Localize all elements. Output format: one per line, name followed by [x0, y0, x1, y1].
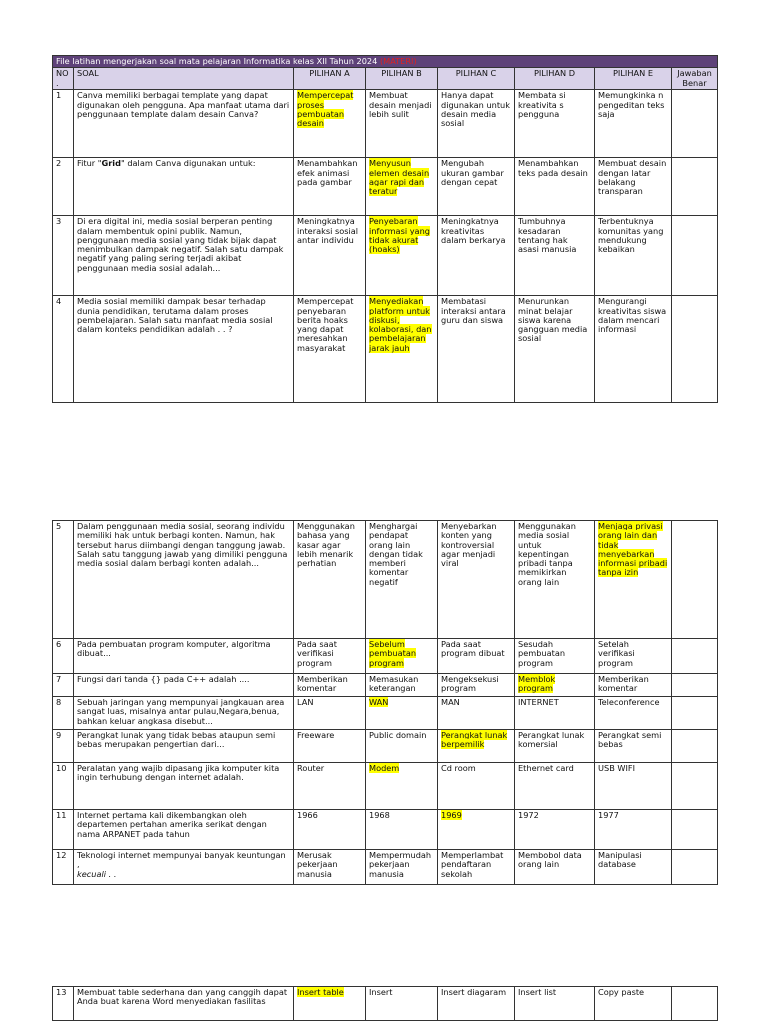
row-soal: Di era digital ini, media sosial berperan penting dalam membentuk opini publik. Namun, penggunaan media sosial yang tidak bijak dapat menimbulkan dampak negatif. Salah satu dampak negatif yang paling sering terjadi akibat penggunaan media sosial adalah...	[74, 216, 294, 296]
row-no: 2	[53, 158, 74, 216]
option-e: Membuat desain dengan latar belakang transparan	[595, 158, 672, 216]
row-no: 3	[53, 216, 74, 296]
title-text: File latihan mengerjakan soal mata pelajaran Informatika kelas XII	[56, 56, 328, 66]
row-soal: Perangkat lunak yang tidak bebas ataupun semi bebas merupakan pengertian dari...	[74, 730, 294, 763]
table-row	[53, 730, 718, 763]
option-b: Menyusun elemen desain agar rapi dan teratur	[366, 158, 438, 216]
col-no: NO .	[53, 68, 74, 90]
option-e: Memberikan komentar	[595, 674, 672, 697]
option-d: Perangkat lunak komersial	[515, 730, 595, 763]
row-no: 13	[53, 987, 74, 1021]
answer-cell[interactable]	[672, 850, 718, 885]
option-b: Insert	[366, 987, 438, 1021]
row-soal: Dalam penggunaan media sosial, seorang individu memiliki hak untuk berbagi konten. Namun, hak tersebut harus diimbangi dengan tanggung jawab. Salah satu tanggung jawab yang dimiliki pengguna media sosial dalam berbagi konten adalah...	[74, 521, 294, 639]
question-table-page-3	[52, 986, 718, 1021]
option-a: Router	[294, 763, 366, 810]
option-d: 1972	[515, 810, 595, 850]
col-e: PILIHAN E	[595, 68, 672, 90]
answer-cell[interactable]	[672, 810, 718, 850]
option-b: Public domain	[366, 730, 438, 763]
row-soal: Pada pembuatan program komputer, algoritma dibuat...	[74, 639, 294, 674]
table-row	[53, 763, 718, 810]
option-e: Memungkinka n pengeditan teks saja	[595, 90, 672, 158]
option-d: Sesudah pembuatan program	[515, 639, 595, 674]
option-c: Meningkatnya kreativitas dalam berkarya	[438, 216, 515, 296]
row-soal: Membuat table sederhana dan yang canggih dapat Anda buat karena Word menyediakan fasilitas	[74, 987, 294, 1021]
option-b: Membuat desain menjadi lebih sulit	[366, 90, 438, 158]
title-tag: (MATERI)	[379, 56, 417, 66]
table-row	[53, 296, 718, 403]
option-e: Mengurangi kreativitas siswa dalam mencari informasi	[595, 296, 672, 403]
option-c: Insert diagaram	[438, 987, 515, 1021]
option-b: Menyediakan platform untuk diskusi, kolaborasi, dan pembelajaran jarak jauh	[366, 296, 438, 403]
option-b: Mempermudah pekerjaan manusia	[366, 850, 438, 885]
option-a: Mempercepat penyebaran berita hoaks yang dapat meresahkan masyarakat	[294, 296, 366, 403]
answer-cell[interactable]	[672, 296, 718, 403]
option-c: MAN	[438, 697, 515, 730]
option-b: WAN	[366, 697, 438, 730]
option-c: Cd room	[438, 763, 515, 810]
question-table-page-1	[52, 55, 718, 403]
option-d: Menggunakan media sosial untuk kepentingan pribadi tanpa memikirkan orang lain	[515, 521, 595, 639]
table-row	[53, 216, 718, 296]
option-a: Meningkatnya interaksi sosial antar individu	[294, 216, 366, 296]
row-no: 7	[53, 674, 74, 697]
option-a: 1966	[294, 810, 366, 850]
option-a: Mempercepat proses pembuatan desain	[294, 90, 366, 158]
option-d: Tumbuhnya kesadaran tentang hak asasi manusia	[515, 216, 595, 296]
row-no: 5	[53, 521, 74, 639]
col-d: PILIHAN D	[515, 68, 595, 90]
answer-cell[interactable]	[672, 674, 718, 697]
row-soal: Teknologi internet mempunyai banyak keuntungan , kecuali . .	[74, 850, 294, 885]
option-e: Copy paste	[595, 987, 672, 1021]
answer-cell[interactable]	[672, 763, 718, 810]
option-c: Perangkat lunak berpemilik	[438, 730, 515, 763]
row-soal: Canva memiliki berbagai template yang dapat digunakan oleh pengguna. Apa manfaat utama dari penggunaan template dalam desain Canva?	[74, 90, 294, 158]
table-row	[53, 697, 718, 730]
soal-bold-term: Grid	[101, 158, 121, 169]
option-c: Membatasi interaksi antara guru dan siswa	[438, 296, 515, 403]
option-d: Memblok program	[515, 674, 595, 697]
option-a: Menggunakan bahasa yang kasar agar lebih menarik perhatian	[294, 521, 366, 639]
row-soal: Peralatan yang wajib dipasang jika komputer kita ingin terhubung dengan internet adalah.	[74, 763, 294, 810]
option-e: Perangkat semi bebas	[595, 730, 672, 763]
column-header-row	[53, 68, 718, 90]
option-d: Membobol data orang lain	[515, 850, 595, 885]
col-soal: SOAL	[74, 68, 294, 90]
option-e: Manipulasi database	[595, 850, 672, 885]
row-no: 1	[53, 90, 74, 158]
sheet-title	[53, 56, 718, 68]
option-e: Terbentuknya komunitas yang mendukung kebaikan	[595, 216, 672, 296]
row-no: 9	[53, 730, 74, 763]
option-d: Ethernet card	[515, 763, 595, 810]
option-c: Memperlambat pendaftaran sekolah	[438, 850, 515, 885]
option-a: Freeware	[294, 730, 366, 763]
option-a: Merusak pekerjaan manusia	[294, 850, 366, 885]
row-soal: Sebuah jaringan yang mempunyai jangkauan area sangat luas, misalnya antar pulau,Negara,benua, bahkan keluar angkasa disebut...	[74, 697, 294, 730]
soal-italic: kecuali . .	[77, 868, 117, 879]
table-row	[53, 639, 718, 674]
title-year: Tahun 2024	[329, 56, 378, 66]
option-c: Hanya dapat digunakan untuk desain media sosial	[438, 90, 515, 158]
option-b: Memasukan keterangan	[366, 674, 438, 697]
option-c: 1969	[438, 810, 515, 850]
option-a: Pada saat verifikasi program	[294, 639, 366, 674]
option-c: Pada saat program dibuat	[438, 639, 515, 674]
option-a: LAN	[294, 697, 366, 730]
row-no: 6	[53, 639, 74, 674]
option-d: Insert list	[515, 987, 595, 1021]
row-soal: Fungsi dari tanda {} pada C++ adalah ....	[74, 674, 294, 697]
option-c: Menyebarkan konten yang kontroversial agar menjadi viral	[438, 521, 515, 639]
col-c: PILIHAN C	[438, 68, 515, 90]
question-table-page-2	[52, 520, 718, 885]
answer-cell[interactable]	[672, 521, 718, 639]
option-b: Menghargai pendapat orang lain dengan tidak memberi komentar negatif	[366, 521, 438, 639]
col-jawaban: Jawaban Benar	[672, 68, 718, 90]
table-row	[53, 810, 718, 850]
option-e: Teleconference	[595, 697, 672, 730]
row-soal: Internet pertama kali dikembangkan oleh departemen pertahan amerika serikat dengan nama ARPANET pada tahun	[74, 810, 294, 850]
answer-cell[interactable]	[672, 158, 718, 216]
option-e: USB WIFI	[595, 763, 672, 810]
answer-cell[interactable]	[672, 730, 718, 763]
option-e: Menjaga privasi orang lain dan tidak menyebarkan informasi pribadi tanpa izin	[595, 521, 672, 639]
table-row	[53, 850, 718, 885]
option-b: 1968	[366, 810, 438, 850]
option-d: INTERNET	[515, 697, 595, 730]
answer-cell[interactable]	[672, 639, 718, 674]
col-a: PILIHAN A	[294, 68, 366, 90]
option-b: Sebelum pembuatan program	[366, 639, 438, 674]
option-e: 1977	[595, 810, 672, 850]
option-a: Insert table	[294, 987, 366, 1021]
row-soal: Media sosial memiliki dampak besar terhadap dunia pendidikan, terutama dalam proses pembelajaran. Salah satu manfaat media sosial dalam konteks pendidikan adalah . . ?	[74, 296, 294, 403]
answer-cell[interactable]	[672, 90, 718, 158]
option-b: Penyebaran informasi yang tidak akurat (hoaks)	[366, 216, 438, 296]
answer-cell[interactable]	[672, 697, 718, 730]
table-row	[53, 521, 718, 639]
row-no: 11	[53, 810, 74, 850]
answer-cell[interactable]	[672, 987, 718, 1021]
row-no: 12	[53, 850, 74, 885]
row-no: 10	[53, 763, 74, 810]
row-no: 4	[53, 296, 74, 403]
col-b: PILIHAN B	[366, 68, 438, 90]
option-d: Menurunkan minat belajar siswa karena gangguan media sosial	[515, 296, 595, 403]
option-d: Membata si kreativita s pengguna	[515, 90, 595, 158]
option-c: Mengeksekusi program	[438, 674, 515, 697]
option-a: Menambahkan efek animasi pada gambar	[294, 158, 366, 216]
option-d: Menambahkan teks pada desain	[515, 158, 595, 216]
option-b: Modem	[366, 763, 438, 810]
answer-cell[interactable]	[672, 216, 718, 296]
option-a: Memberikan komentar	[294, 674, 366, 697]
title-row	[53, 56, 718, 68]
table-row	[53, 987, 718, 1021]
row-no: 8	[53, 697, 74, 730]
option-e: Setelah verifikasi program	[595, 639, 672, 674]
table-row	[53, 674, 718, 697]
table-row	[53, 158, 718, 216]
option-c: Mengubah ukuran gambar dengan cepat	[438, 158, 515, 216]
table-row	[53, 90, 718, 158]
row-soal: Fitur "Grid" dalam Canva digunakan untuk:	[74, 158, 294, 216]
